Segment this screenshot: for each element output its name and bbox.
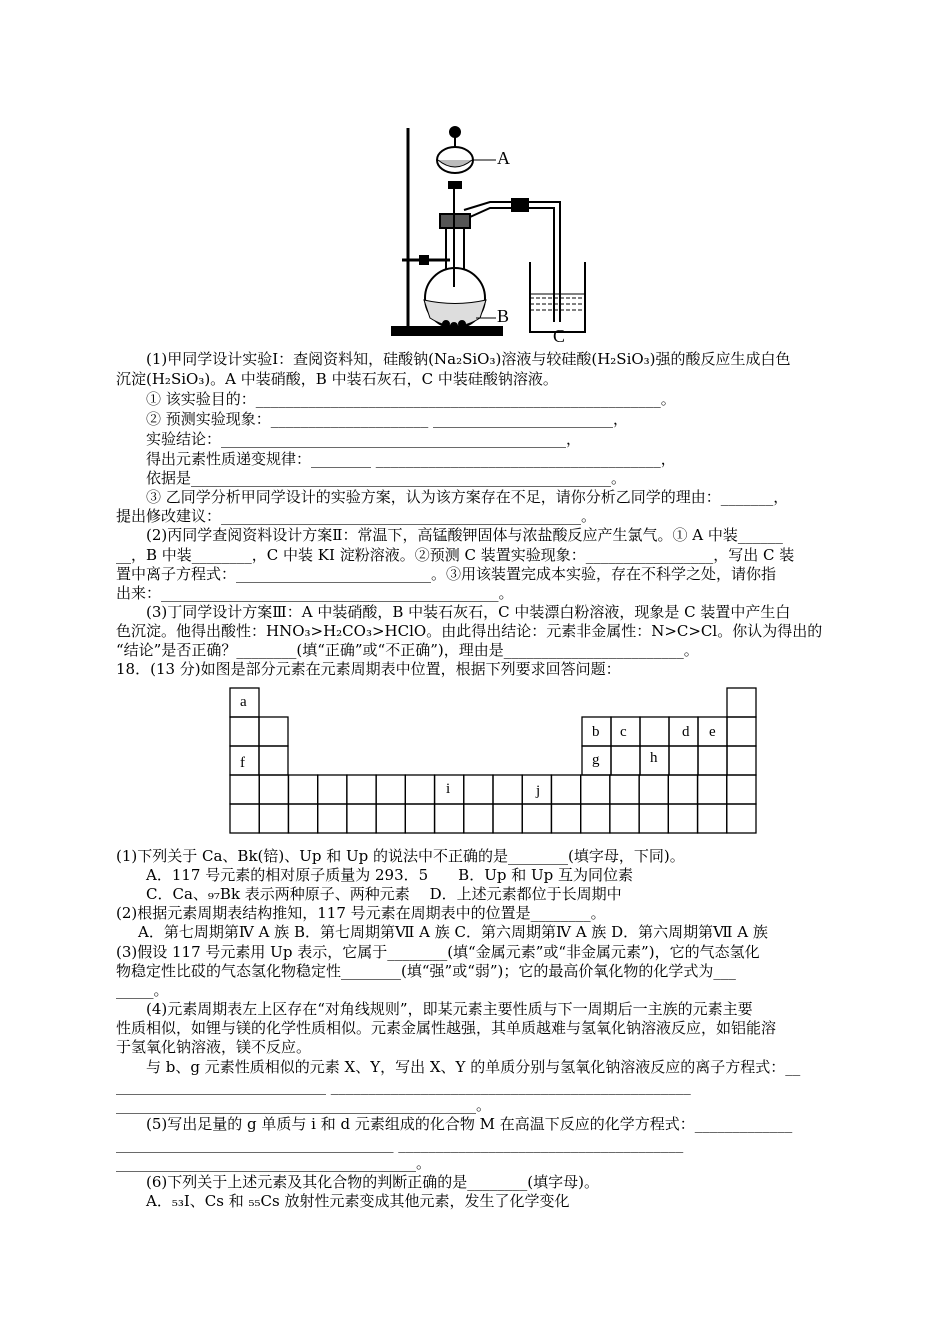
table-cell	[610, 775, 639, 804]
cell-d: d	[682, 724, 690, 740]
text-line: __，B 中装________，C 中装 KI 淀粉溶液。②预测 C 装置实验现象：_________________，写出 C 装	[116, 546, 795, 564]
label-c: C	[553, 326, 566, 346]
table-cell	[727, 775, 756, 804]
text-line: C．Ca、₉₇Bk 表示两种原子、两种元素 D．上述元素都位于长周期中	[146, 885, 622, 903]
table-cell	[464, 804, 493, 833]
cell-e: e	[709, 724, 716, 740]
cell-c: c	[620, 724, 627, 740]
text-line: (3)丁同学设计方案Ⅲ：A 中装硝酸，B 中装石灰石，C 中装漂白粉溶液，现象是 C 装置中产生白	[146, 603, 791, 621]
text-line: “结论”是否正确？________(填“正确”或“不正确”)，理由是________________________。	[116, 641, 699, 659]
text-line: 沉淀(H₂SiO₃)。A 中装硝酸，B 中装石灰石，C 中装硅酸钠溶液。	[116, 370, 558, 388]
label-a: A	[497, 148, 510, 168]
table-cell	[376, 775, 405, 804]
text-line: 提出修改建议：________________________________________________。	[116, 507, 597, 525]
text-line: 实验结论：______________________________________________，	[146, 430, 582, 448]
label-b: B	[497, 306, 510, 326]
table-cell	[581, 775, 610, 804]
table-cell	[347, 804, 376, 833]
periodic-table-figure	[226, 684, 760, 836]
table-cell	[288, 775, 317, 804]
table-cell	[551, 775, 580, 804]
cell-j: j	[536, 783, 541, 799]
text-line: (1)甲同学设计实验Ⅰ：查阅资料知，硅酸钠(Na₂SiO₃)溶液与较硅酸(H₂SiO₃)强的酸反应生成白色	[146, 350, 791, 368]
text-line: (5)写出足量的 g 单质与 i 和 d 元素组成的化合物 M 在高温下反应的化学方程式：_____________	[146, 1115, 793, 1133]
text-line: ③ 乙同学分析甲同学设计的实验方案，认为该方案存在不足，请你分析乙同学的理由：_______，	[146, 488, 789, 506]
table-cell	[376, 804, 405, 833]
table-cell	[405, 804, 434, 833]
text-line: _____________________________________ ______________________________________	[116, 1135, 684, 1153]
cell-h: h	[650, 750, 658, 766]
table-cell	[288, 804, 317, 833]
text-line: (6)下列关于上述元素及其化合物的判断正确的是________(填字母)。	[146, 1173, 599, 1191]
table-cell	[230, 775, 259, 804]
text-line: 色沉淀。他得出酸性：HNO₃>H₂CO₃>HClO。由此得出结论：元素非金属性：N>C>Cl。你认为得出的	[116, 622, 823, 640]
table-cell	[522, 804, 551, 833]
text-line: ________________________________________________。	[116, 1096, 492, 1114]
text-line: 与 b、g 元素性质相似的元素 X、Y，写出 X、Y 的单质分别与氢氧化钠溶液反应的离子方程式：__	[146, 1058, 801, 1076]
text-line: ________________________________________。	[116, 1154, 432, 1172]
question-18-intro: 18．(13 分)如图是部分元素在元素周期表中位置，根据下列要求回答问题：	[116, 660, 621, 678]
apparatus-figure	[380, 122, 600, 342]
table-cell	[493, 804, 522, 833]
cell-i: i	[446, 781, 451, 797]
text-line: (4)元素周期表左上区存在“对角线规则”，即某元素主要性质与下一周期后一主族的元素主要	[146, 1000, 753, 1018]
table-cell	[405, 775, 434, 804]
cell-f: f	[240, 755, 245, 771]
table-cell	[581, 804, 610, 833]
table-cell	[727, 804, 756, 833]
table-cell	[493, 775, 522, 804]
text-line: (2)根据元素周期表结构推知，117 号元素在周期表中的位置是________。	[116, 904, 606, 922]
table-cell	[698, 775, 727, 804]
cell-g: g	[592, 752, 600, 768]
text-line: ② 预测实验现象：_____________________ ________________________，	[146, 410, 629, 428]
text-line: 物稳定性比砹的气态氢化物稳定性________(填“强”或“弱”)；它的最高价氧化物的化学式为___	[116, 962, 736, 980]
cell-a: a	[240, 694, 247, 710]
table-cell	[639, 804, 668, 833]
text-line: 出来：_____________________________________________。	[116, 584, 514, 602]
table-cell	[639, 775, 668, 804]
table-cell	[464, 775, 493, 804]
table-cell	[668, 775, 697, 804]
text-line: A．₅₃I、Cs 和 ₅₅Cs 放射性元素变成其他元素，发生了化学变化	[146, 1192, 570, 1210]
table-cell	[259, 775, 288, 804]
table-cell	[551, 804, 580, 833]
table-cell	[698, 804, 727, 833]
table-cell	[347, 775, 376, 804]
table-cell	[435, 804, 464, 833]
text-line: 性质相似，如锂与镁的化学性质相似。元素金属性越强，其单质越难与氢氧化钠溶液反应，如铝能溶	[116, 1019, 777, 1037]
table-cell	[668, 804, 697, 833]
stand-base	[392, 327, 502, 335]
text-line: ① 该实验目的：______________________________________________________。	[146, 390, 676, 408]
text-line: (3)假设 117 号元素用 Up 表示，它属于________(填“金属元素”或“非金属元素”)，它的气态氢化	[116, 943, 760, 961]
text-line: A．117 号元素的相对原子质量为 293．5 B．Up 和 Up 互为同位素	[146, 866, 633, 884]
text-line: 置中离子方程式：__________________________。③用该装置完成本实验，存在不科学之处，请你指	[116, 565, 777, 583]
text-line: A．第七周期第Ⅳ A 族 B．第七周期第Ⅶ A 族 C．第六周期第Ⅳ A 族 D．第六周期第Ⅶ A 族	[138, 923, 768, 941]
table-cell	[259, 804, 288, 833]
text-line: (2)丙同学查阅资料设计方案Ⅱ：常温下，高锰酸钾固体与浓盐酸反应产生氯气。① A 中装______	[146, 526, 783, 544]
text-line: 于氢氧化钠溶液，镁不反应。	[116, 1038, 312, 1056]
beaker	[530, 262, 585, 332]
text-line: 得出元素性质递变规律：________ ______________________________________，	[146, 450, 676, 468]
text-line: 依据是________________________________________________________。	[146, 469, 627, 487]
text-line: ____________________________ ________________________________________________	[116, 1077, 691, 1095]
table-cell	[230, 804, 259, 833]
table-cell	[318, 804, 347, 833]
text-line: _____。	[116, 981, 169, 999]
cell-b: b	[592, 724, 600, 740]
text-line: (1)下列关于 Ca、Bk(锫)、Up 和 Up 的说法中不正确的是________(填字母，下同)。	[116, 847, 685, 865]
table-cell	[610, 804, 639, 833]
table-cell	[318, 775, 347, 804]
